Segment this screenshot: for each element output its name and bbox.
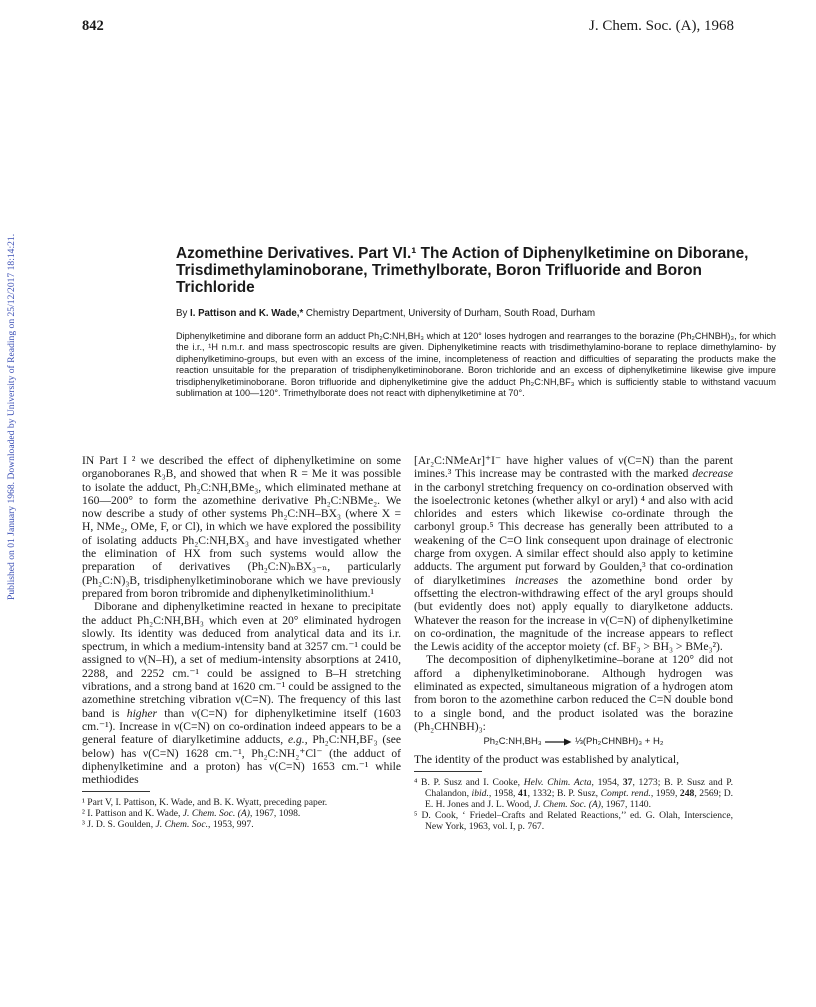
footnote-journal: J. Chem. Soc. (A) [533,798,601,810]
footnote-text: , 1273; B. P. Susz and P. Chalandon, [425,776,733,799]
journal-header: J. Chem. Soc. (A), 1968 [589,18,734,34]
footnote-text: , 1953, 997. [208,819,254,831]
footnote-volume: 37 [622,776,633,788]
author-names: I. Pattison and K. Wade,* [190,308,304,319]
footnote-text: D. Cook, ‘ Friedel–Crafts and Related Reactions,’’ ed. G. Olah, Interscience, New York, 1963, vol. I, p. 767. [417,809,733,832]
text-run: the azomethine bond order by offsetting the electron-withdrawing effect of the aryl groups should (but evidently does not) apply equally to diarylketone adducts. Whatever the reason for the increase in ν(C=N) of diphenylketimine on co-ordination, the magnitude of the increase appears to reflect the Lewis acidity of the acceptor moiety (cf. BF₃ > BH₃ > BMe₃²). [414,573,734,654]
footnote-mark: ¹ [82,797,85,809]
text-run: , Ph₂C:NH,BF₃ (see below) has ν(C=N) 1628 cm.⁻¹, Ph₂C:NH₂⁺Cl⁻ (the adduct of diphenylketimine and a proton) has ν(C=N) 1653 cm.⁻¹ while methiodides [82,733,402,787]
abstract: Diphenylketimine and diborane form an adduct Ph₂C:NH,BH₃ which at 120° loses hydrogen and rearranges to the borazine (Ph₂CHNBH)₃, for which the i.r., ¹H n.m.r. and mass spectroscopic results are given. Diphenylketimine reacts with trisdimethylamino-borane to replace dimethylamino- by diphenylketimino-groups, but even with an excess of the imine, incompleteness of reaction and difficulties of separating the products make the reaction unsuitable for the preparation of trisdiphenylketiminoborane. Boron trichloride and an excess of diphenylketimine likewise give impure trisdiphenylketiminoborane. Boron trifluoride and diphenylketimine give the adduct Ph₂C:NH,BF₃ which is sufficiently stable to withstand vacuum sublimation at 100—120°. Trimethylborate does not react with diphenylketimine at 70°. [176,331,776,399]
footnote-text: , 2569; D. E. H. Jones and J. L. Wood, [425,787,734,810]
affiliation: Chemistry Department, University of Durham, South Road, Durham [303,308,596,319]
footnote-mark: ⁵ [414,809,418,821]
body-paragraph [82,600,401,786]
footnote-divider [82,791,150,792]
text-run: Diborane and diphenylketimine reacted in hexane to precipitate the adduct Ph₂C:NH,BH₃ which even at 20° eliminated hydrogen slowly. Its identity was deduced from analytical data and its i.r. spectrum, in which a medium-intensity band at 3257 cm.⁻¹ could be assigned to ν(N–H), a set of medium-intensity absorptions at 2410, 2288, and 2252 cm.⁻¹ could be assigned to B–H stretching vibrations, and a strong band at 1620 cm.⁻¹ could be assigned to the azomethine stretching vibration ν(C=N). The frequency of this last band is [82,600,401,720]
body-column-left [82,454,401,830]
reaction-equation [414,735,733,748]
footnote-mark: ² [82,808,85,820]
footnote-mark: ⁴ [414,776,418,788]
emphasis: increases [514,573,559,587]
author-prefix: By [176,308,190,319]
footnote-mark: ³ [82,819,85,831]
footnote [82,808,401,819]
footnotes-left [82,797,401,830]
emphasis: higher [126,706,158,720]
footnote-text: , 1954, [591,776,623,788]
text-run: than ν(C=N) for diphenylketimine itself (1603 cm.⁻¹). Increase in ν(C=N) on co-ordination indeed appears to be a general feature of diarylketimine adducts, [82,706,401,747]
footnote-volume: 41 [517,787,528,799]
body-paragraph: The identity of the product was established by analytical, [414,752,679,766]
article-title: Azomethine Derivatives. Part VI.¹ The Action of Diphenylketimine on Diborane, Trisdimethylaminoborane, Trimethylborate, Boron Trifluoride and Boron Trichloride [176,245,749,296]
text-run: [Ar₂C:NMeAr]⁺I⁻ have higher values of ν(C=N) than the parent imines.³ This increase may be contrasted with the marked [414,454,733,481]
footnote-journal: Compt. rend. [600,787,651,799]
footnote-journal: J. Chem. Soc. [155,819,209,831]
footnote-journal: ibid. [471,787,489,799]
footnotes-right [414,777,733,832]
download-watermark-text: Published on 01 January 1968. Downloaded by University of Reading on 25/12/2017 18:14:21. [6,233,17,600]
equation-reactant: Ph₂C:NH,BH₃ [483,736,542,748]
emphasis: e.g. [287,733,305,747]
footnote-journal: Helv. Chim. Acta [523,776,592,788]
footnote-volume: 248 [679,787,695,799]
footnote [414,777,733,810]
download-watermark [2,180,18,600]
footnote-text: Part V, I. Pattison, K. Wade, and B. K. Wyatt, preceding paper. [84,797,328,809]
body-column-right [414,454,733,832]
footnote [82,819,401,830]
body-paragraph [414,454,733,653]
equation-product: ⅓(Ph₂CHNBH)₃ + H₂ [574,736,664,748]
footnote [82,797,401,808]
footnote-text: , 1959, [650,787,680,799]
footnote-text: I. Pattison and K. Wade, [84,808,183,820]
footnote-text: J. D. S. Goulden, [84,819,156,831]
footnote-journal: J. Chem. Soc. (A) [182,808,250,820]
author-line [176,308,776,319]
footnote-text: , 1332; B. P. Susz, [527,787,601,799]
footnote-text: , 1967, 1098. [249,808,301,820]
page-number: 842 [82,18,104,34]
body-paragraph: IN Part I ² we described the effect of diphenylketimine on some organoboranes R₃B, and showed that when R = Me it was possible to isolate the adduct, Ph₂C:NH,BMe₃, which eliminated methane at 160—200° to form the azomethine derivative Ph₂C:NBMe₂. We now describe a study of other systems Ph₂C:NH–BX₃ (where X = H, NMe₂, OMe, F, or Cl), in which we have explored the possibility of isolating adducts Ph₂C:NH,BX₃ and have investigated whether the elimination of HX from such systems would allow the preparation of derivatives (Ph₂C:N)ₙBX₃₋ₙ, particularly (Ph₂C:N)₃B, trisdiphenylketiminoborane which we have previously prepared from boron tribromide and diphenylketiminolithium.¹ [82,454,401,600]
footnote [414,810,733,832]
body-paragraph: The decomposition of diphenylketimine–borane at 120° did not afford a diphenylketiminoborane. Although hydrogen was eliminated as expected, simultaneous migration of a hydrogen atom from boron to the azomethine carbon reduced the C=N double bond to a single bond, and the product isolated was the borazine (Ph₂CHNBH)₃: [414,653,733,733]
emphasis: decrease [692,467,733,481]
footnote-text: , 1967, 1140. [600,798,651,810]
footnote-divider [414,771,482,772]
footnote-text: , 1958, [488,787,518,799]
footnote-text: B. P. Susz and I. Cooke, [417,776,524,788]
reaction-arrow-icon [544,738,572,746]
text-run: in the carbonyl stretching frequency on co-ordination observed with the isoelectronic ketones (whether alkyl or aryl) ⁴ and also with acid chlorides and esters which likewise co-ordinate through the carbonyl group.⁵ This decrease has generally been attributed to a weakening of the C=O link consequent upon drainage of electronic charge from oxygen. A similar effect should also apply to ketimine adducts. The argument put forward by Goulden,³ that co-ordination of diarylketimines [414,480,733,587]
